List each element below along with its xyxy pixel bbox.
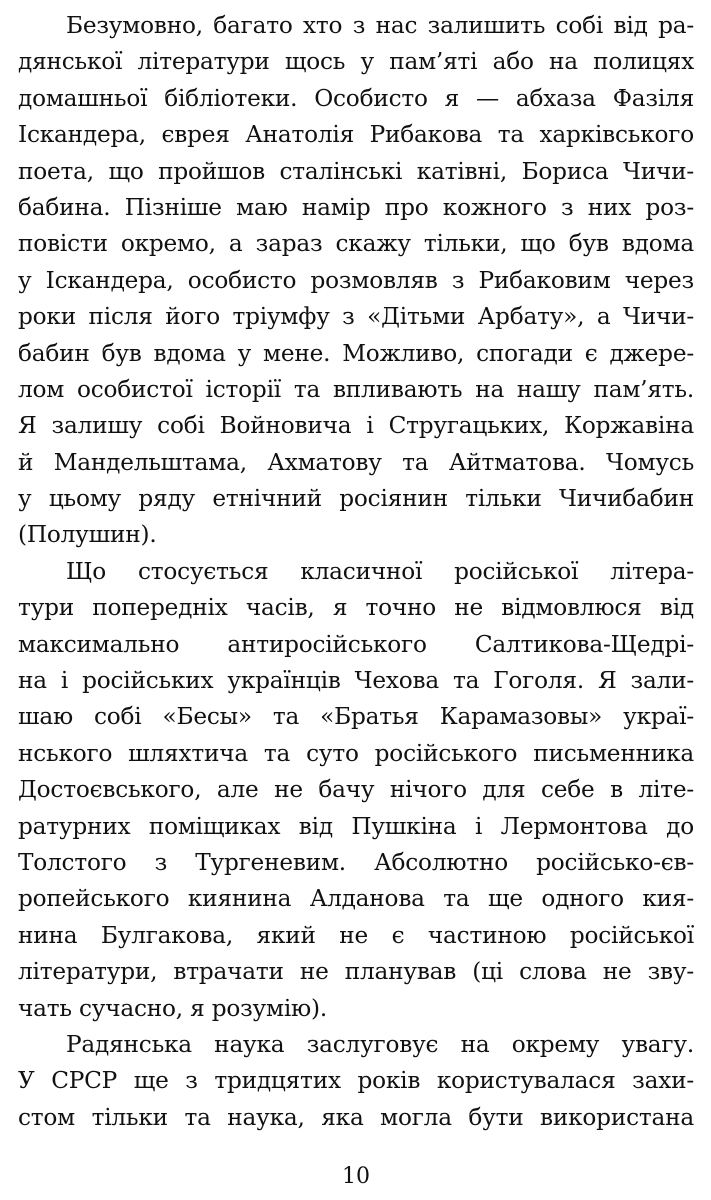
text-line: максимально антиросійського Салтикова-Щедрі-: [18, 630, 694, 658]
text-line: на і російських українців Чехова та Гоголя. Я зали-: [18, 667, 694, 695]
text-line: Радянська наука заслуговує на окрему увагу.: [66, 1030, 694, 1058]
text-line: Я залишу собі Войновича і Стругацьких, Коржавіна: [18, 412, 694, 440]
text-line: чать сучасно, я розумію).: [18, 994, 328, 1022]
text-line: бабина. Пізніше маю намір про кожного з них роз-: [18, 193, 694, 221]
text-line: у цьому ряду етнічний росіянин тільки Чичибабин: [18, 485, 694, 513]
text-line: Що стосується класичної російської літера-: [66, 557, 694, 585]
text-line: лом особистої історії та впливають на нашу пам’ять.: [18, 375, 694, 403]
text-line: повісти окремо, а зараз скажу тільки, що був вдома: [18, 230, 694, 258]
paragraph-2: [18, 554, 694, 1027]
paragraph-3: [18, 1027, 694, 1136]
text-line: Толстого з Тургеневим. Абсолютно російсько-єв-: [18, 848, 694, 876]
text-line: домашньої бібліотеки. Особисто я — абхаза Фазіля: [18, 84, 694, 112]
text-line: роки після його тріумфу з «Дітьми Арбату», а Чичи-: [18, 303, 694, 331]
text-line: нина Булгакова, який не є частиною російської: [18, 921, 694, 949]
text-line: У СРСР ще з тридцятих років користувалася захи-: [18, 1067, 694, 1095]
text-line: Безумовно, багато хто з нас залишить собі від ра-: [66, 12, 694, 39]
text-line: ратурних поміщиках від Пушкіна і Лермонтова до: [18, 812, 694, 840]
text-line: поета, що пройшов сталінські катівні, Бориса Чичи-: [18, 157, 694, 185]
text-line: тури попередніх часів, я точно не відмовлюся від: [18, 594, 694, 622]
text-line: й Мандельштама, Ахматову та Айтматова. Чомусь: [18, 448, 694, 476]
text-line: літератури, втрачати не планував (ці слова не зву-: [18, 958, 694, 986]
text-line: Іскандера, єврея Анатолія Рибакова та харківського: [18, 121, 694, 149]
page-number: 10: [342, 1164, 370, 1189]
book-page: [18, 8, 694, 1189]
text-line: у Іскандера, особисто розмовляв з Рибаковим через: [18, 266, 694, 294]
paragraph-1: [18, 8, 694, 554]
body-text: [18, 8, 694, 1136]
text-line: бабин був вдома у мене. Можливо, спогади є джере-: [18, 339, 694, 367]
text-line: дянської літератури щось у пам’яті або на полицях: [18, 48, 694, 76]
text-line: ропейського киянина Алданова та ще одного кия-: [18, 885, 694, 913]
text-line: (Полушин).: [18, 521, 157, 549]
text-line: шаю собі «Бесы» та «Братья Карамазовы» украї-: [18, 703, 694, 731]
text-line: Достоєвського, але не бачу нічого для себе в літе-: [18, 776, 694, 804]
text-line: нського шляхтича та суто російського письменника: [18, 739, 694, 767]
text-line: стом тільки та наука, яка могла бути використана: [18, 1103, 694, 1131]
